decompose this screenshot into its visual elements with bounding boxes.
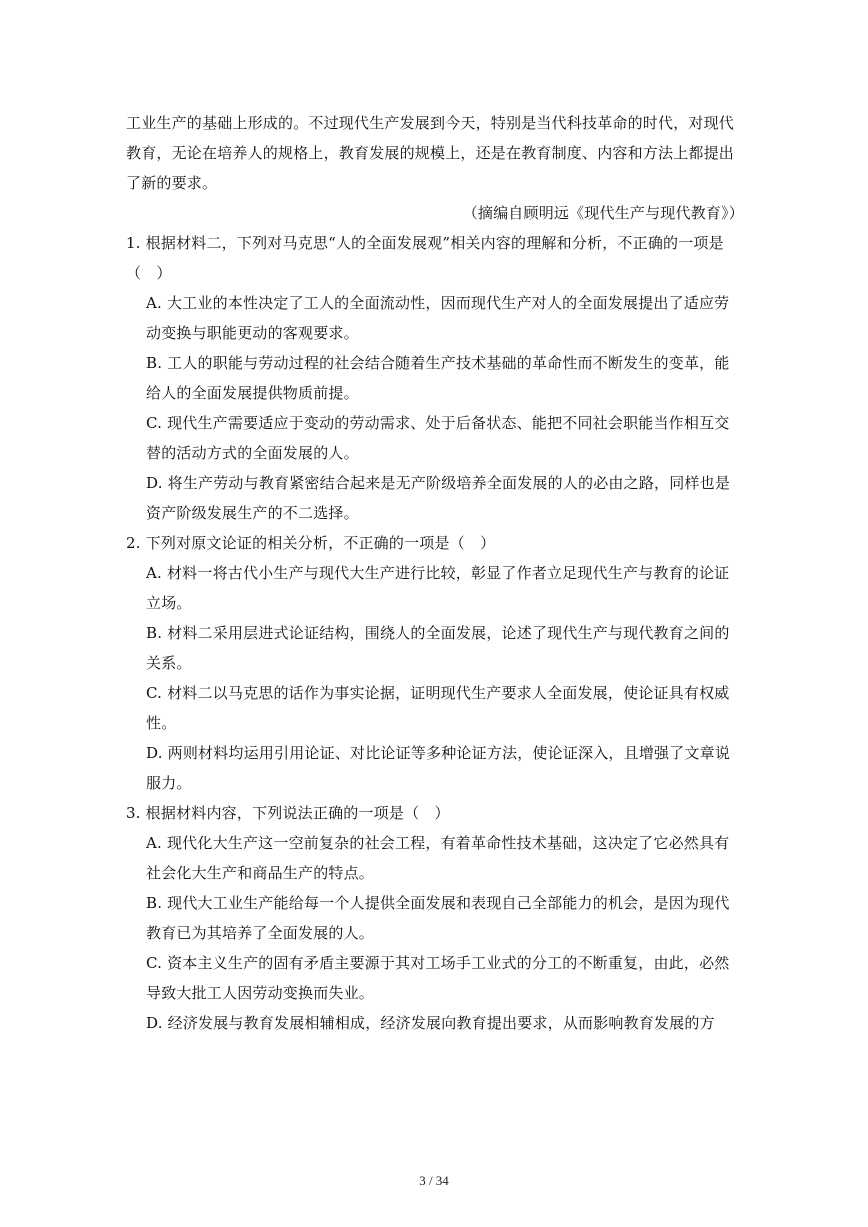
option-c: C. 资本主义生产的固有矛盾主要源于其对工场手工业式的分工的不断重复，由此，必然导致大批工人因劳动变换而失业。 [146,954,730,1002]
question-2 [126,528,744,798]
option-a: A. 材料一将古代小生产与现代大生产进行比较，彰显了作者立足现代生产与教育的论证立场。 [146,564,730,612]
page-content [126,108,744,1038]
option-d: D. 经济发展与教育发展相辅相成，经济发展向教育提出要求，从而影响教育发展的方 [146,1014,715,1032]
question-stem: 3. 根据材料内容，下列说法正确的一项是（ ） [126,804,450,822]
source-citation: （摘编自顾明远《现代生产与现代教育》） [462,204,744,222]
option-b: B. 现代大工业生产能给每一个人提供全面发展和表现自己全部能力的机会，是因为现代教育已为其培养了全面发展的人。 [146,894,730,942]
option-list [146,288,744,528]
option-c: C. 现代生产需要适应于变动的劳动需求、处于后备状态、能把不同社会职能当作相互交替的活动方式的全面发展的人。 [146,414,730,462]
option-list [146,558,744,798]
option-a: A. 现代化大生产这一空前复杂的社会工程，有着革命性技术基础，这决定了它必然具有社会化大生产和商品生产的特点。 [146,834,730,882]
option-d: D. 将生产劳动与教育紧密结合起来是无产阶级培养全面发展的人的必由之路，同样也是资产阶级发展生产的不二选择。 [146,474,731,522]
intro-paragraph: 工业生产的基础上形成的。不过现代生产发展到今天，特别是当代科技革命的时代，对现代教育，无论在培养人的规格上，教育发展的规模上，还是在教育制度、内容和方法上都提出了新的要求。 [126,114,735,192]
question-stem: 1. 根据材料二，下列对马克思“人的全面发展观”相关内容的理解和分析，不正确的一项是（ ） [126,234,724,282]
option-b: B. 材料二采用层进式论证结构，围绕人的全面发展，论述了现代生产与现代教育之间的关系。 [146,624,730,672]
question-stem: 2. 下列对原文论证的相关分析，不正确的一项是（ ） [126,534,496,552]
question-3 [126,798,744,1038]
page-number: 3 / 34 [419,1173,449,1188]
option-d: D. 两则材料均运用引用论证、对比论证等多种论证方法，使论证深入，且增强了文章说服力。 [146,744,731,792]
question-1 [126,228,744,528]
option-a: A. 大工业的本性决定了工人的全面流动性，因而现代生产对人的全面发展提出了适应劳动变换与职能更动的客观要求。 [146,294,730,342]
option-list [146,828,744,1038]
option-b: B. 工人的职能与劳动过程的社会结合随着生产技术基础的革命性而不断发生的变革，能给人的全面发展提供物质前提。 [146,354,730,402]
option-c: C. 材料二以马克思的话作为事实论据，证明现代生产要求人全面发展，使论证具有权威性。 [146,684,730,732]
